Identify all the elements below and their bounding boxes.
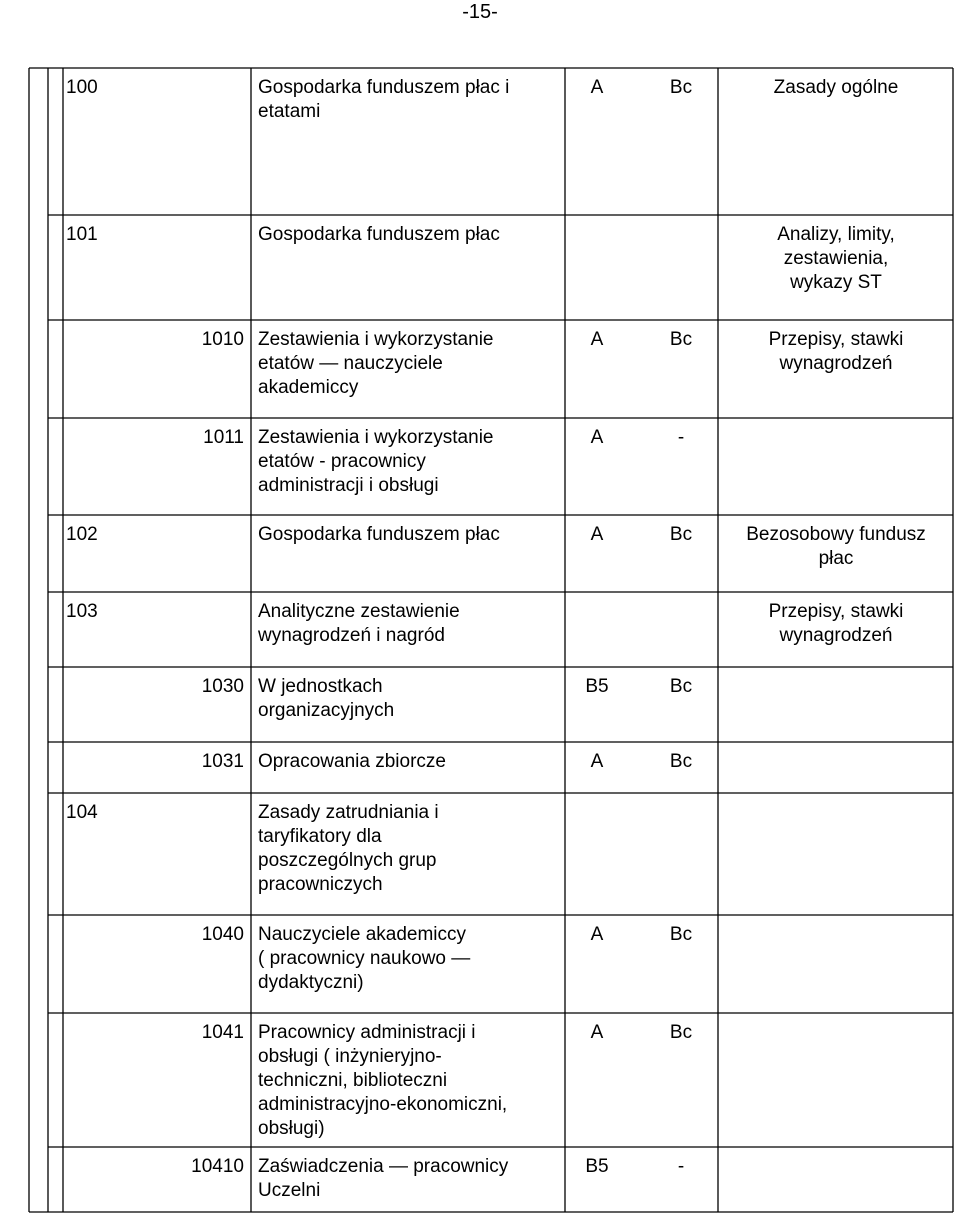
category-secondary: Bc — [669, 77, 693, 98]
record-remarks: Przepisy, stawki wynagrodzeń — [768, 329, 904, 374]
category-secondary: Bc — [669, 524, 693, 545]
category-secondary: Bc — [669, 1022, 693, 1043]
record-description: W jednostkach organizacyjnych — [258, 676, 395, 721]
category-secondary: - — [677, 427, 685, 448]
category-primary: A — [590, 524, 604, 545]
record-description: Gospodarka funduszem płac i etatami — [258, 77, 510, 122]
record-code: 1011 — [203, 427, 244, 448]
record-description: Analityczne zestawienie wynagrodzeń i nagród — [258, 601, 460, 646]
record-code: 1041 — [201, 1022, 244, 1043]
category-primary: A — [590, 77, 604, 98]
category-primary: A — [590, 329, 604, 350]
category-primary: A — [590, 924, 604, 945]
record-code: 1040 — [201, 924, 244, 945]
record-code: 104 — [66, 802, 98, 823]
category-primary: A — [590, 427, 604, 448]
record-description: Nauczyciele akademiccy ( pracownicy naukowo — dydaktyczni) — [258, 924, 471, 993]
category-primary: A — [590, 751, 604, 772]
category-primary: B5 — [585, 676, 609, 697]
category-secondary: Bc — [669, 924, 693, 945]
record-description: Zestawienia i wykorzystanie etatów - pracownicy administracji i obsługi — [258, 427, 494, 496]
record-code: 1031 — [201, 751, 244, 772]
record-description: Zaświadczenia — pracownicy Uczelni — [258, 1156, 509, 1201]
record-code: 1010 — [201, 329, 244, 350]
record-description: Gospodarka funduszem płac — [258, 224, 500, 245]
category-primary: A — [590, 1022, 604, 1043]
page-number: -15- — [462, 1, 498, 23]
category-secondary: Bc — [669, 676, 693, 697]
record-remarks: Analizy, limity, zestawienia, wykazy ST — [777, 224, 895, 293]
record-code: 1030 — [201, 676, 244, 697]
record-code: 100 — [66, 77, 98, 98]
record-description: Opracowania zbiorcze — [258, 751, 446, 772]
record-code: 10410 — [191, 1156, 244, 1177]
record-description: Pracownicy administracji i obsługi ( inżynieryjno- techniczni, biblioteczni administracyjno-ekonomiczni, obsługi) — [258, 1022, 508, 1139]
record-code: 103 — [66, 601, 98, 622]
category-primary: B5 — [585, 1156, 609, 1177]
record-description: Zasady zatrudniania i taryfikatory dla poszczególnych grup pracowniczych — [258, 802, 439, 895]
record-remarks: Zasady ogólne — [773, 77, 899, 98]
category-secondary: Bc — [669, 751, 693, 772]
record-description: Zestawienia i wykorzystanie etatów — nauczyciele akademiccy — [258, 329, 494, 398]
category-secondary: Bc — [669, 329, 693, 350]
record-remarks: Przepisy, stawki wynagrodzeń — [768, 601, 904, 646]
category-secondary: - — [677, 1156, 685, 1177]
record-code: 102 — [66, 524, 98, 545]
record-description: Gospodarka funduszem płac — [258, 524, 500, 545]
record-remarks: Bezosobowy fundusz płac — [746, 524, 926, 569]
record-code: 101 — [66, 224, 98, 245]
